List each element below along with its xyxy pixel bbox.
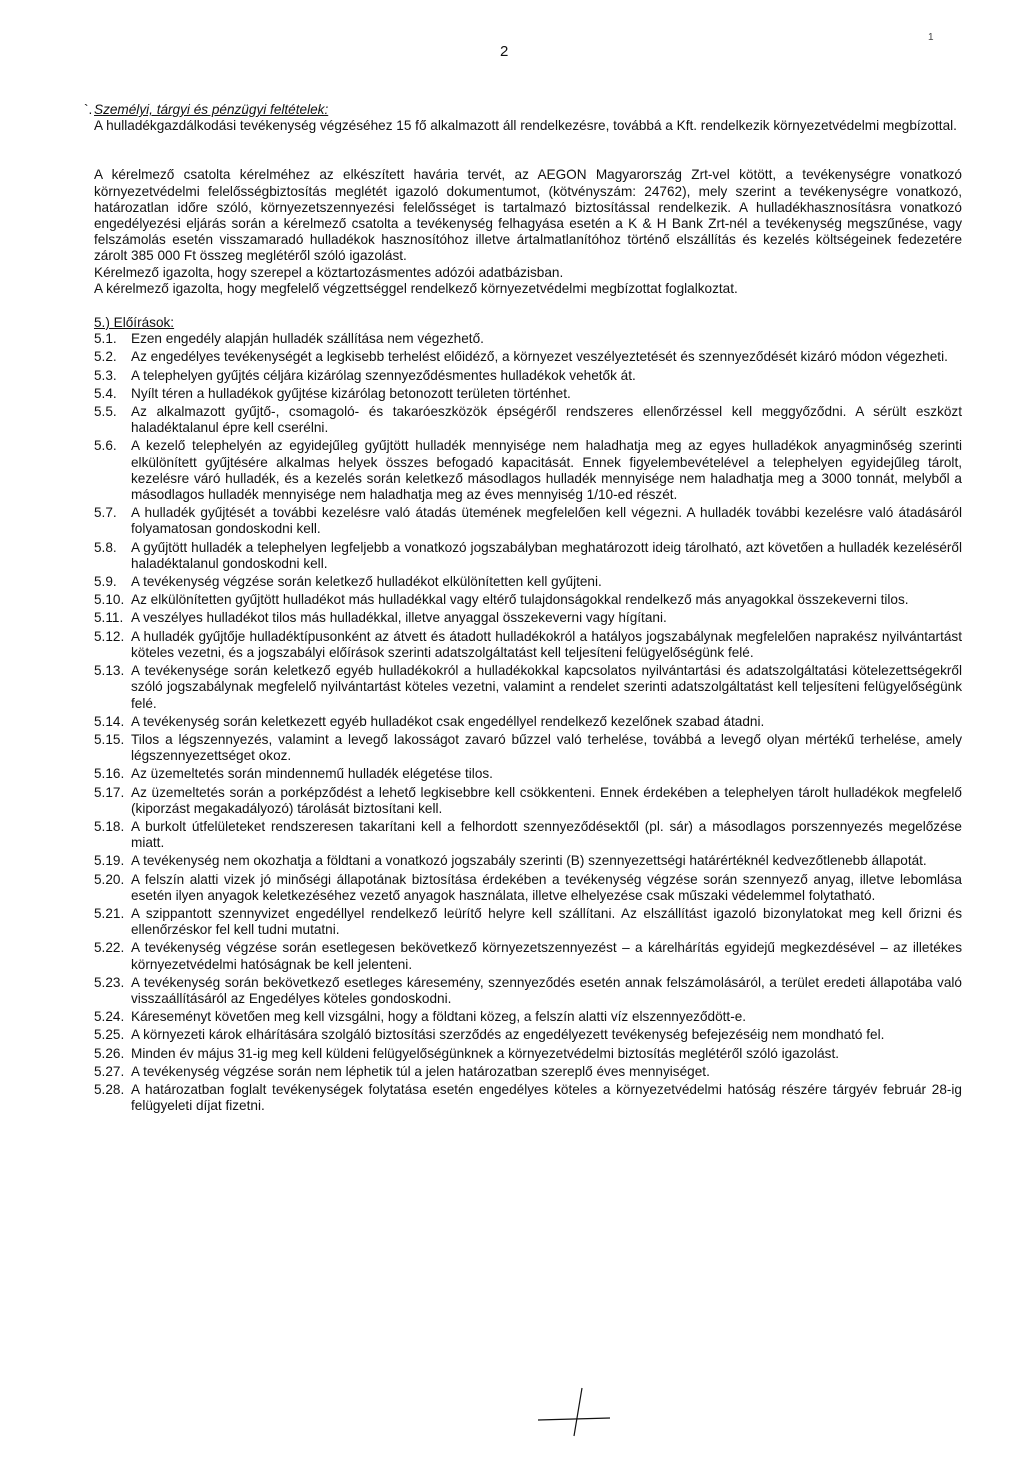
rule-number: 5.22. <box>94 940 125 956</box>
personal-text: A hulladékgazdálkodási tevékenység végzéséhez 15 fő alkalmazott áll rendelkezésre, továbbá a Kft. rendelkezik környezetvédelmi megbízottal. <box>94 118 957 134</box>
rule-number: 5.5. <box>94 404 117 420</box>
document-body <box>84 102 962 1116</box>
rule-item <box>94 1064 962 1080</box>
rule-text: A veszélyes hulladékot tilos más hulladékkal, illetve anyaggal összekeverni vagy hígítani. <box>131 610 667 626</box>
rule-item <box>94 853 962 869</box>
rule-text: A hulladék gyűjtését a további kezelésre való átadás ütemének megfelelően kell végezni. A hulladék további kezelésre való átadásáról folyamatosan gondoskodni kell. <box>131 505 962 537</box>
rule-text: Káreseményt követően meg kell vizsgálni, hogy a földtani közeg, a felszín alatti víz elszennyeződött-e. <box>131 1009 747 1025</box>
signature-mark <box>530 1380 620 1440</box>
rule-text: A környezeti károk elhárítására szolgáló biztosítási szerződés az engedélyezett tevékenység befejezéséig nem mondható fel. <box>131 1027 885 1043</box>
rule-item <box>94 368 962 384</box>
rule-number: 5.18. <box>94 818 125 834</box>
rule-number: 5.19. <box>94 853 125 869</box>
rule-item <box>94 732 962 764</box>
rule-number: 5.24. <box>94 1009 125 1025</box>
rule-number: 5.9. <box>94 574 117 590</box>
rule-item <box>94 1009 962 1025</box>
rule-item <box>94 714 962 730</box>
rule-number: 5.13. <box>94 663 125 679</box>
rule-number: 5.15. <box>94 731 125 747</box>
rule-item <box>94 574 962 590</box>
rule-number: 5.26. <box>94 1045 125 1061</box>
rule-text: A tevékenység nem okozhatja a földtani a vonatkozó jogszabály szerinti (B) szennyezettségi határértéknél kedvezőtlenebb állapotát. <box>131 853 927 869</box>
rule-number: 5.17. <box>94 784 125 800</box>
rule-item <box>94 906 962 938</box>
rule-text: A kezelő telephelyén az egyidejűleg gyűjtött hulladék mennyisége nem haladhatja meg az egyes hulladékok anyagminőség szerinti elkülönített gyűjtésére alkalmas helyek összes befogadó kapacitását. Ennek figyelembevételével a telephelyen egyidejűleg tárolt, kezelésre váró hulladék, és a kezelés során keletkező másodlagos hulladék mennyisége nem haladhatja meg a 3000 tonnát, melyből a másodlagos hulladék mennyisége nem haladhatja meg az éves mennyiség 1/10-ed részét. <box>131 438 962 503</box>
rule-text: A tevékenység végzése során keletkező hulladékot elkülönítetten kell gyűjteni. <box>131 574 602 590</box>
rule-number: 5.27. <box>94 1063 125 1079</box>
rule-text: Nyílt téren a hulladékok gyűjtése kizárólag betonozott területen történhet. <box>131 385 571 401</box>
rule-text: A burkolt útfelületeket rendszeresen takarítani kell a felhordott szennyeződésektől (pl. sár) a másodlagos porszennyezés megelőzése miatt. <box>131 818 962 851</box>
rule-item <box>94 349 962 365</box>
section-bullet: `. <box>84 102 93 117</box>
rule-text: A tevékenység során bekövetkező esetleges káresemény, szennyeződés esetén annak felszámolásáról, a terület eredeti állapotába való visszaállításáról az Engedélyes köteles gondoskodni. <box>131 974 962 1006</box>
rule-item <box>94 404 962 436</box>
rule-number: 5.16. <box>94 766 125 782</box>
rule-text: A tevékenység végzése során nem léphetik túl a jelen határozatban szereplő éves mennyiséget. <box>131 1063 710 1079</box>
rule-number: 5.4. <box>94 385 117 401</box>
rule-text: A tevékenység során keletkezett egyéb hulladékot csak engedéllyel rendelkező kezelőnek szabad átadni. <box>131 713 765 729</box>
rule-item <box>94 766 962 782</box>
rule-item <box>94 872 962 904</box>
rule-text: A hulladék gyűjtője hulladéktípusonként az átvett és átadott hulladékokról a hatályos jogszabálynak megfelelően naprakész nyilvántartást köteles vezetni, és a jogszabályi előírások szerinti adatszolgáltatást kell teljesíteni felügyelőségünk felé. <box>131 628 962 660</box>
rule-number: 5.7. <box>94 505 117 521</box>
rule-number: 5.10. <box>94 592 125 608</box>
rule-item <box>94 1027 962 1043</box>
rule-item <box>94 592 962 608</box>
rule-item <box>94 663 962 712</box>
rule-item <box>94 975 962 1007</box>
page-number: 2 <box>500 43 509 60</box>
rule-item <box>94 1082 962 1114</box>
rule-number: 5.12. <box>94 628 125 644</box>
rule-item <box>94 331 962 347</box>
rule-item <box>94 1046 962 1062</box>
rule-number: 5.3. <box>94 367 117 383</box>
rule-text: A felszín alatti vizek jó minőségi állapotának biztosítása érdekében a tevékenység végzése során szennyező anyag, illetve lebomlása esetén ilyen anyagok keletkezéséhez vezető anyagok használata, illetve elhelyezése csak műszaki védelemmel folytatható. <box>131 871 962 903</box>
rule-number: 5.6. <box>94 438 117 454</box>
rule-number: 5.23. <box>94 974 125 990</box>
rule-text: Az üzemeltetés során a porképződést a lehető legkisebbre kell csökkenteni. Ennek érdekében a telephelyen tárolt hulladékok megfelelő (kiporzást megakadályozó) tárolását biztosítani kell. <box>131 784 962 816</box>
rule-text: Az üzemeltetés során mindennemű hulladék elégetése tilos. <box>131 766 493 782</box>
rule-number: 5.2. <box>94 349 117 365</box>
rule-text: Minden év május 31-ig meg kell küldeni felügyelőségünknek a környezetvédelmi biztosítás meglétéről szóló igazolást. <box>131 1045 840 1061</box>
rule-text: A telephelyen gyűjtés céljára kizárólag szennyeződésmentes hulladékok vehetők át. <box>131 367 636 383</box>
personal-section <box>84 102 962 134</box>
rule-number: 5.11. <box>94 610 124 626</box>
section-title-text: Személyi, tárgyi és pénzügyi feltételek: <box>94 102 329 117</box>
rule-number: 5.20. <box>94 871 125 887</box>
rule-text: A határozatban foglalt tevékenységek folytatása esetén engedélyes köteles a környezetvédelmi hatóság részére tárgyév február 28-ig felügyeleti díjat fizetni. <box>131 1081 962 1114</box>
paragraph-tax: Kérelmező igazolta, hogy szerepel a köztartozásmentes adózói adatbázisban. <box>94 264 564 280</box>
rule-item <box>94 819 962 851</box>
section-title-rules: 5.) Előírások: <box>94 315 175 331</box>
rule-text: Az engedélyes tevékenységét a legkisebb terhelést előidéző, a környezet veszélyeztetését és szennyeződését kizáró módon végezheti. <box>131 349 948 365</box>
rule-text: A tevékenysége során keletkező egyéb hulladékokról a hulladékokkal kapcsolatos nyilvántartási és adatszolgáltatási kötelezettségekről szóló jogszabálynak megfelelő nyilvántartást köteles vezetni, valamint a rendelet szerinti adatszolgáltatást kell teljesíteni felügyelőségünk felé. <box>131 663 962 711</box>
rule-text: Ezen engedély alapján hulladék szállítása nem végezhető. <box>131 331 484 347</box>
rule-text: A gyűjtött hulladék a telephelyen legfeljebb a vonatkozó jogszabályban meghatározott ideig tárolható, azt követően a hulladék kezeléséről haladéktalanul gondoskodni kell. <box>131 539 962 571</box>
rule-item <box>94 438 962 503</box>
rule-text: Az elkülönítetten gyűjtött hulladékot más hulladékkal vagy eltérő tulajdonságokkal rendelkező más anyagokkal összekeverni tilos. <box>131 592 909 608</box>
rule-number: 5.25. <box>94 1027 125 1043</box>
rule-text: Tilos a légszennyezés, valamint a levegő lakosságot zavaró bűzzel való terhelése, továbbá a levegő olyan mértékű terhelése, amely légszennyezettséget okoz. <box>131 731 962 764</box>
rule-text: Az alkalmazott gyűjtő-, csomagoló- és takaróeszközök épségéről rendszeres ellenőrzéssel kell meggyőződni. A sérült eszközt haladéktalanul épre kell cserélni. <box>131 404 962 436</box>
rule-item <box>94 940 962 972</box>
rule-item <box>94 785 962 817</box>
section-title-personal <box>84 102 962 118</box>
rules-list <box>94 331 962 1114</box>
rule-item <box>94 540 962 572</box>
rule-item <box>94 610 962 626</box>
rule-number: 5.28. <box>94 1081 125 1097</box>
paragraph-insurance: A kérelmező csatolta kérelméhez az elkészített havária tervét, az AEGON Magyarország Zrt-vel kötött, a tevékenységre vonatkozó környezetvédelmi felelősségbiztosítás meglétét igazoló dokumentumot, (kötvényszám: 24762), mely szerint a tevékenységre vonatkozó, határozatlan időre szóló, környezetszennyezési felelősséget is tartalmazó biztosítással rendelkezik. A hulladékhasznosításra vonatkozó engedélyezési eljárás során a kérelmező csatolta a tevékenység felhagyása esetén a K & H Bank Zrt-nél a tevékenység megszűnése, vagy felszámolás esetén visszamaradó hulladékok hasznosítóhoz illetve ártalmatlanítóhoz történő elszállítás és kezelés költségeinek fedezetére zárolt 385 000 Ft összeg meglétéről szóló igazolást. <box>94 167 962 264</box>
rule-text: A szippantott szennyvizet engedéllyel rendelkező leürítő helyre kell szállítani. Az elszállítást igazoló bizonylatokat meg kell őrizni és ellenőrzéskor fel kell tudni mutatni. <box>131 905 962 938</box>
rule-item <box>94 505 962 537</box>
paragraph-officer: A kérelmező igazolta, hogy megfelelő végzettséggel rendelkező környezetvédelmi megbízottat foglalkoztat. <box>94 280 738 296</box>
rules-section <box>94 315 962 1114</box>
rule-item <box>94 386 962 402</box>
rule-text: A tevékenység végzése során esetlegesen bekövetkező környezetszennyezést – a kárelhárítás egyidejű megkezdésével – az illetékes környezetvédelmi hatóságnak be kell jelenteni. <box>131 940 962 972</box>
rule-item <box>94 629 962 661</box>
corner-mark: 1 <box>928 32 934 43</box>
rule-number: 5.14. <box>94 713 125 729</box>
rule-number: 5.1. <box>94 331 117 347</box>
financial-section <box>94 167 962 297</box>
rule-number: 5.8. <box>94 539 117 555</box>
rule-number: 5.21. <box>94 905 125 921</box>
